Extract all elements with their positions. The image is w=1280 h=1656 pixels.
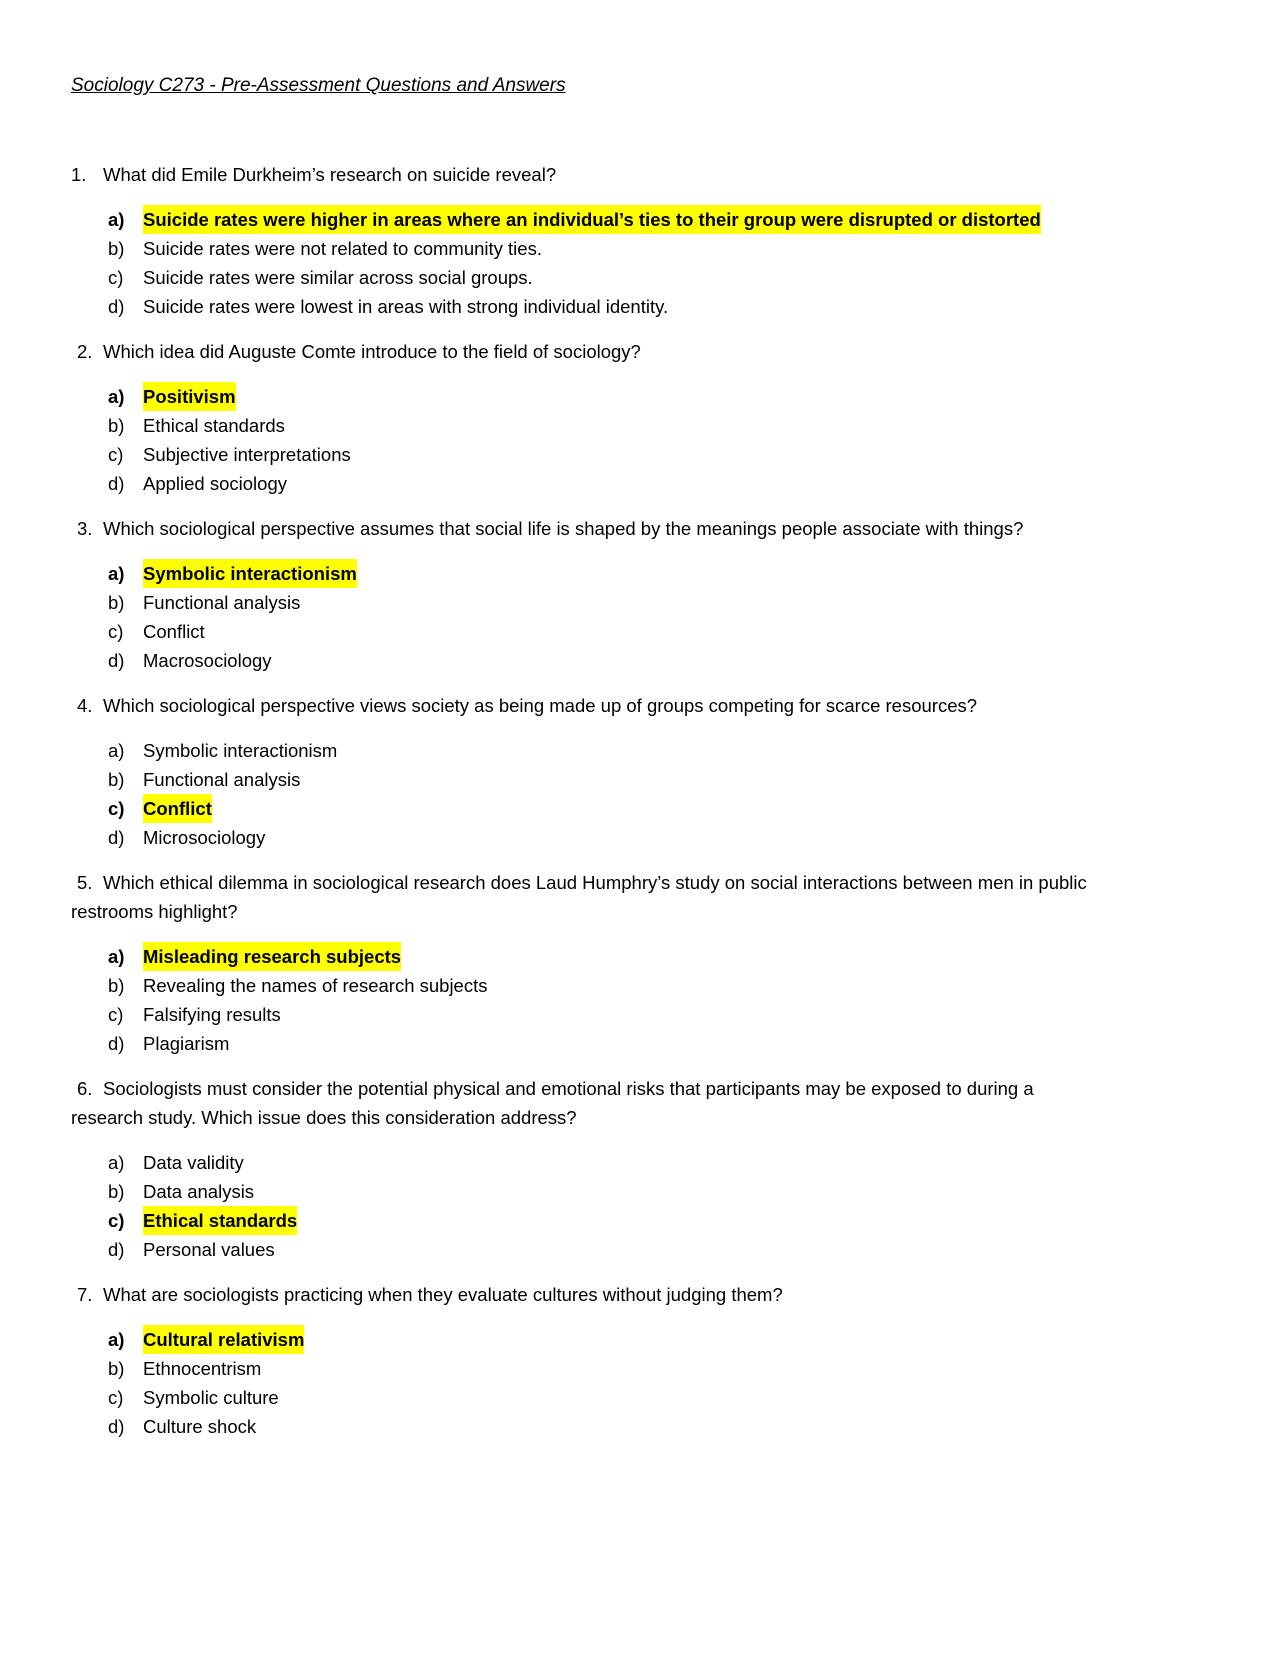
option-letter: b): [108, 415, 125, 436]
option-letter: a): [108, 209, 125, 230]
question-number: 4.: [77, 695, 93, 716]
answer-option: [71, 234, 1106, 263]
question-block: [71, 691, 1106, 852]
question-stem: What did Emile Durkheim’s research on suicide reveal?: [103, 164, 557, 185]
question-block: [71, 514, 1106, 675]
option-text: Symbolic interactionism: [143, 740, 338, 761]
option-letter: c): [108, 267, 124, 288]
option-letter: a): [108, 563, 125, 584]
option-letter: c): [108, 1004, 124, 1025]
question-text: [71, 868, 1106, 926]
answer-option: [71, 292, 1106, 321]
question-number: 5.: [77, 872, 93, 893]
option-letter: c): [108, 621, 124, 642]
answer-options: [71, 382, 1106, 498]
answer-options: [71, 736, 1106, 852]
answer-option: [71, 765, 1106, 794]
option-text: Symbolic interactionism: [143, 559, 357, 588]
option-letter: d): [108, 827, 125, 848]
option-letter: a): [108, 1152, 125, 1173]
option-text: Data validity: [143, 1152, 244, 1173]
option-text: Suicide rates were higher in areas where an individual’s ties to their group were disrupted or distorted: [143, 205, 1041, 234]
question-stem: Which ethical dilemma in sociological research does Laud Humphry’s study on social interactions between men in public restrooms highlight?: [71, 872, 1087, 922]
option-text: Suicide rates were lowest in areas with strong individual identity.: [143, 296, 669, 317]
answer-options: [71, 1148, 1106, 1264]
option-letter: c): [108, 444, 124, 465]
option-text: Subjective interpretations: [143, 444, 351, 465]
answer-option: [71, 646, 1106, 675]
option-letter: a): [108, 946, 125, 967]
option-letter: b): [108, 769, 125, 790]
answer-option: [71, 971, 1106, 1000]
question-number: 2.: [77, 341, 93, 362]
question-stem: Which idea did Auguste Comte introduce to the field of sociology?: [103, 341, 641, 362]
option-text: Plagiarism: [143, 1033, 230, 1054]
question-stem: Sociologists must consider the potential physical and emotional risks that participants may be exposed to during a research study. Which issue does this consideration address?: [71, 1078, 1034, 1128]
option-text: Conflict: [143, 621, 205, 642]
question-number: 7.: [77, 1284, 93, 1305]
question-text: [71, 691, 1106, 720]
question-text: [71, 337, 1106, 366]
option-letter: d): [108, 1416, 125, 1437]
answer-option: [71, 1235, 1106, 1264]
option-letter: a): [108, 740, 125, 761]
question-block: [71, 337, 1106, 498]
correct-answer-option: [71, 794, 1106, 823]
option-letter: d): [108, 650, 125, 671]
answer-option: [71, 588, 1106, 617]
document-title: Sociology C273 - Pre-Assessment Questions and Answers: [71, 75, 566, 96]
answer-options: [71, 942, 1106, 1058]
question-list: [71, 160, 1106, 1441]
option-letter: d): [108, 1239, 125, 1260]
option-text: Misleading research subjects: [143, 942, 401, 971]
answer-option: [71, 617, 1106, 646]
option-letter: c): [108, 798, 125, 819]
correct-answer-option: [71, 559, 1106, 588]
answer-option: [71, 823, 1106, 852]
answer-option: [71, 469, 1106, 498]
option-text: Macrosociology: [143, 650, 272, 671]
answer-option: [71, 1000, 1106, 1029]
option-text: Ethical standards: [143, 415, 285, 436]
correct-answer-option: [71, 1325, 1106, 1354]
option-text: Revealing the names of research subjects: [143, 975, 488, 996]
correct-answer-option: [71, 205, 1106, 234]
answer-option: [71, 1029, 1106, 1058]
option-text: Conflict: [143, 794, 212, 823]
answer-option: [71, 1177, 1106, 1206]
answer-option: [71, 263, 1106, 292]
answer-option: [71, 1383, 1106, 1412]
answer-options: [71, 559, 1106, 675]
answer-option: [71, 440, 1106, 469]
option-text: Symbolic culture: [143, 1387, 279, 1408]
document-page: [71, 72, 1106, 1457]
correct-answer-option: [71, 942, 1106, 971]
option-letter: b): [108, 1358, 125, 1379]
question-text: [71, 160, 1106, 189]
question-number: 6.: [77, 1078, 93, 1099]
option-text: Culture shock: [143, 1416, 257, 1437]
answer-option: [71, 1354, 1106, 1383]
option-letter: c): [108, 1387, 124, 1408]
question-number: 3.: [77, 518, 93, 539]
option-letter: b): [108, 238, 125, 259]
option-text: Suicide rates were similar across social groups.: [143, 267, 533, 288]
option-text: Functional analysis: [143, 592, 301, 613]
option-letter: c): [108, 1210, 125, 1231]
question-block: [71, 1074, 1106, 1264]
question-stem: Which sociological perspective views society as being made up of groups competing for scarce resources?: [103, 695, 978, 716]
option-text: Functional analysis: [143, 769, 301, 790]
option-letter: d): [108, 296, 125, 317]
question-number: 1.: [71, 164, 87, 185]
answer-option: [71, 1148, 1106, 1177]
answer-option: [71, 1412, 1106, 1441]
option-letter: b): [108, 1181, 125, 1202]
question-text: [71, 1280, 1106, 1309]
answer-options: [71, 205, 1106, 321]
option-text: Positivism: [143, 382, 236, 411]
option-text: Cultural relativism: [143, 1325, 304, 1354]
question-block: [71, 160, 1106, 321]
option-text: Personal values: [143, 1239, 275, 1260]
question-block: [71, 868, 1106, 1058]
option-text: Ethical standards: [143, 1206, 297, 1235]
option-letter: b): [108, 975, 125, 996]
question-stem: What are sociologists practicing when they evaluate cultures without judging them?: [103, 1284, 783, 1305]
option-text: Ethnocentrism: [143, 1358, 262, 1379]
option-text: Data analysis: [143, 1181, 255, 1202]
answer-option: [71, 411, 1106, 440]
answer-options: [71, 1325, 1106, 1441]
option-text: Falsifying results: [143, 1004, 281, 1025]
question-stem: Which sociological perspective assumes that social life is shaped by the meanings people associate with things?: [103, 518, 1024, 539]
correct-answer-option: [71, 1206, 1106, 1235]
question-block: [71, 1280, 1106, 1441]
option-letter: d): [108, 1033, 125, 1054]
correct-answer-option: [71, 382, 1106, 411]
option-text: Microsociology: [143, 827, 266, 848]
option-letter: d): [108, 473, 125, 494]
option-text: Applied sociology: [143, 473, 287, 494]
question-text: [71, 1074, 1106, 1132]
option-letter: a): [108, 386, 125, 407]
answer-option: [71, 736, 1106, 765]
question-text: [71, 514, 1106, 543]
option-text: Suicide rates were not related to community ties.: [143, 238, 542, 259]
option-letter: b): [108, 592, 125, 613]
option-letter: a): [108, 1329, 125, 1350]
